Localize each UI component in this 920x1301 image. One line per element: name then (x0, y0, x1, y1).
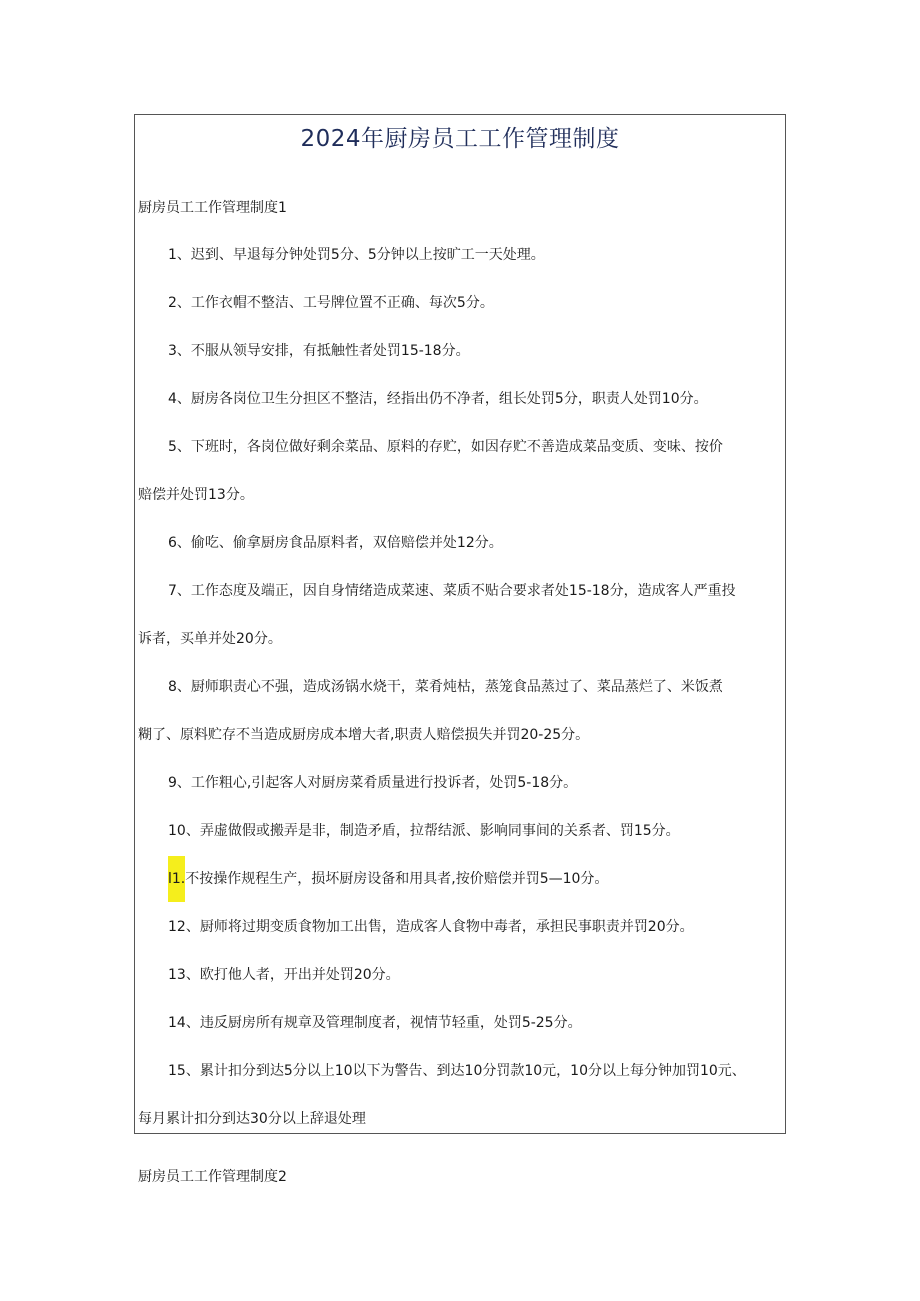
section-heading-2: 厨房员工工作管理制度2 (138, 1169, 287, 1185)
highlight-mark: l1. (168, 856, 185, 902)
rule-2: 2、工作衣帽不整洁、工号牌位置不正确、每次5分。 (168, 295, 494, 311)
rule-7-line-2: 诉者，买单并处20分。 (138, 631, 282, 647)
rule-15-line-2: 每月累计扣分到达30分以上辞退处理 (138, 1111, 366, 1127)
rule-8-line-2: 糊了、原料贮存不当造成厨房成本增大者,职责人赔偿损失并罚20-25分。 (138, 727, 590, 743)
rule-10: 10、弄虚做假或搬弄是非，制造矛盾，拉帮结派、影响同事间的关系者、罚15分。 (168, 823, 680, 839)
rule-5-line-2: 赔偿并处罚13分。 (138, 487, 254, 503)
rule-7-line-1: 7、工作态度及端正，因自身情绪造成菜速、菜质不贴合要求者处15-18分，造成客人严重投 (168, 583, 736, 599)
document-title: 2024年厨房员工工作管理制度 (300, 126, 620, 152)
rule-6: 6、偷吃、偷拿厨房食品原料者，双倍赔偿并处12分。 (168, 535, 503, 551)
rule-11 (168, 869, 608, 889)
rule-1: 1、迟到、早退每分钟处罚5分、5分钟以上按旷工一天处理。 (168, 247, 545, 263)
section-heading-1: 厨房员工工作管理制度1 (138, 200, 287, 216)
rule-11-text: 不按操作规程生产，损坏厨房设备和用具者,按价赔偿并罚5—10分。 (185, 871, 609, 887)
rule-5-line-1: 5、下班时，各岗位做好剩余菜品、原料的存贮，如因存贮不善造成菜品变质、变味、按价 (168, 439, 723, 455)
rule-13: 13、欧打他人者，开出并处罚20分。 (168, 967, 400, 983)
rule-4: 4、厨房各岗位卫生分担区不整洁，经指出仍不净者，组长处罚5分，职责人处罚10分。 (168, 391, 708, 407)
rule-12: 12、厨师将过期变质食物加工出售，造成客人食物中毒者，承担民事职责并罚20分。 (168, 919, 694, 935)
rule-9: 9、工作粗心,引起客人对厨房菜肴质量进行投诉者，处罚5-18分。 (168, 775, 578, 791)
rule-3: 3、不服从领导安排，有抵触性者处罚15-18分。 (168, 343, 470, 359)
rule-15-line-1: 15、累计扣分到达5分以上10以下为警告、到达10分罚款10元，10分以上每分钟加罚10元、 (168, 1063, 746, 1079)
rule-14: 14、违反厨房所有规章及管理制度者，视情节轻重，处罚5-25分。 (168, 1015, 582, 1031)
rule-8-line-1: 8、厨师职责心不强，造成汤锅水烧干，菜肴炖枯，蒸笼食品蒸过了、菜品蒸烂了、米饭煮 (168, 679, 723, 695)
